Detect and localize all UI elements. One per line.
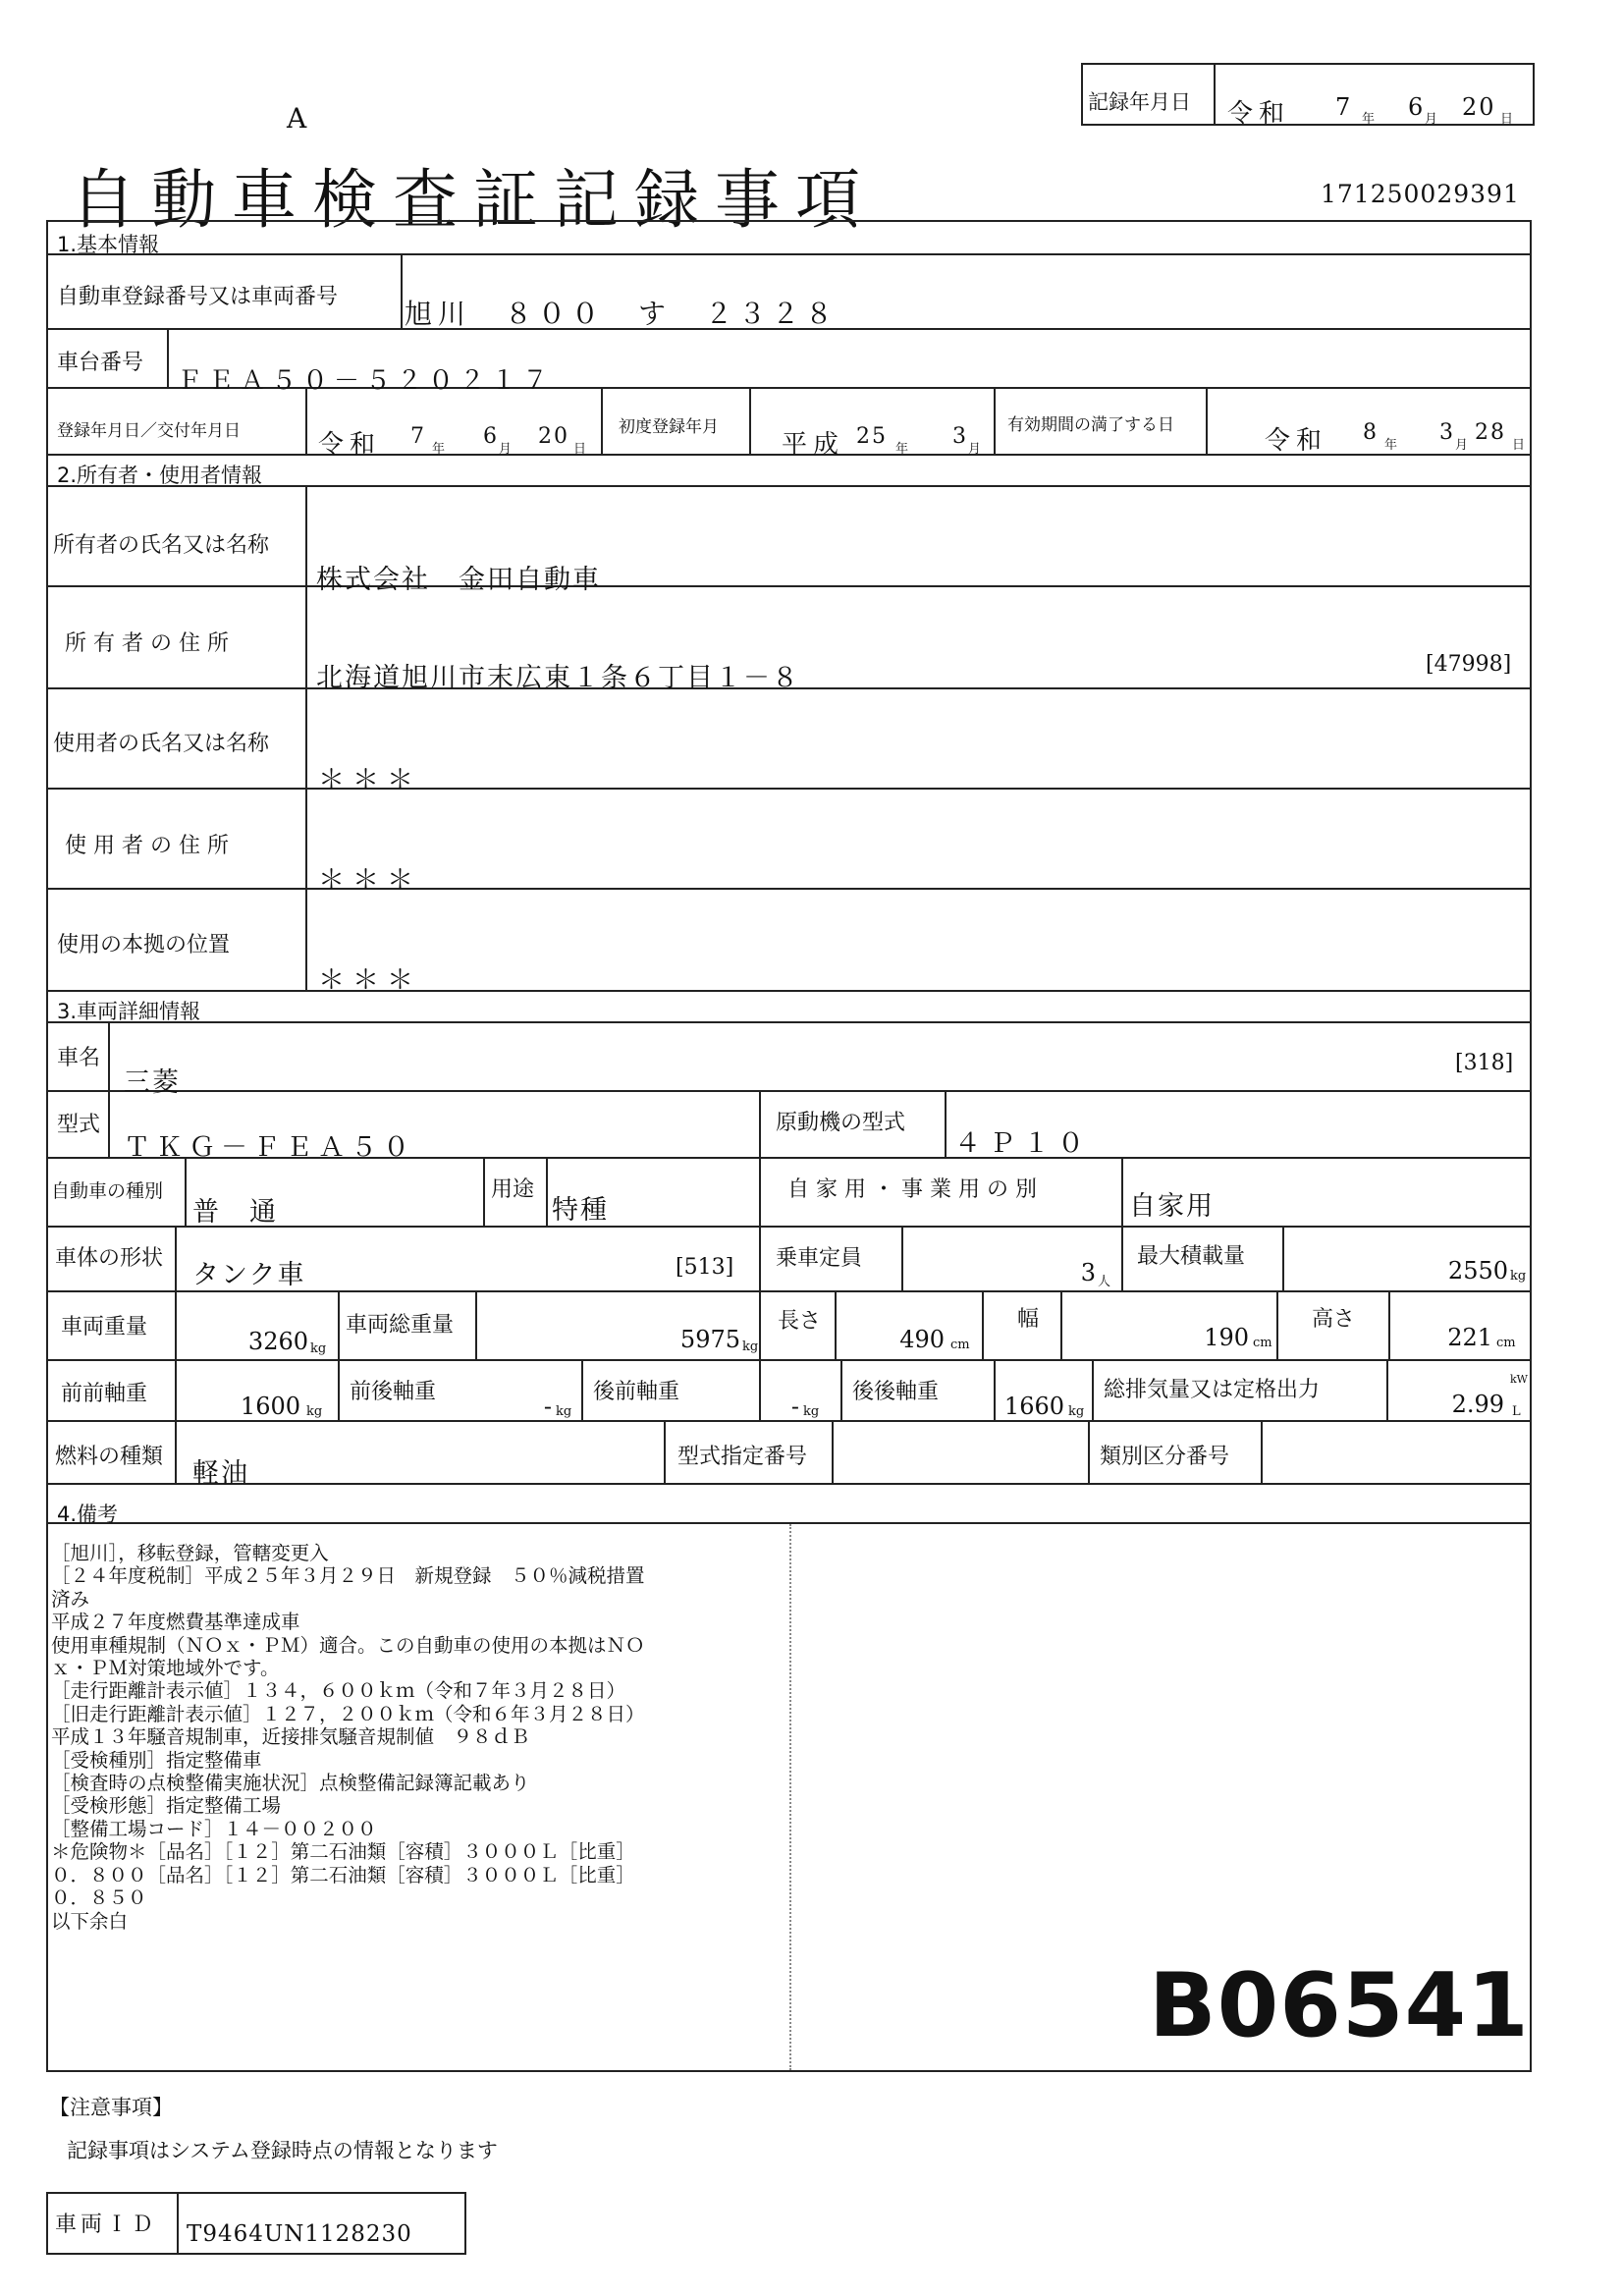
first-reg-month: 3	[952, 424, 968, 449]
user-name-label: 使用者の氏名又は名称	[53, 732, 270, 756]
kind-label: 自動車の種別	[51, 1180, 164, 1202]
expiry-label: 有効期間の満了する日	[1007, 415, 1174, 435]
vehicle-id-value: T9464UN1128230	[187, 2221, 412, 2247]
remarks-line: ０．８００［品名］［１２］第二石油類［容積］３０００Ｌ［比重］	[51, 1863, 635, 1886]
kw-unit: kW	[1510, 1373, 1528, 1386]
first-reg-era: 平成	[782, 430, 845, 460]
remarks-line: ［２４年度税制］平成２５年３月２９日 新規登録 ５０％減税措置	[51, 1564, 645, 1588]
stamp-code: B06541	[1149, 1954, 1530, 2057]
caution-label: 【注意事項】	[49, 2096, 173, 2119]
expiry-day: 28	[1475, 420, 1506, 445]
reg-no-label: 自動車登録番号又は車両番号	[57, 285, 339, 309]
engine-value: ４Ｐ１０	[954, 1128, 1092, 1159]
displacement-label: 総排気量又は定格出力	[1104, 1378, 1321, 1402]
displacement-value: 2.99	[1451, 1391, 1504, 1418]
remarks-line: ［旭川］，移転登録，管轄変更入	[51, 1542, 329, 1564]
gross-value: 5975	[679, 1326, 740, 1353]
category-label: 類別区分番号	[1100, 1445, 1230, 1469]
width-label: 幅	[1017, 1307, 1040, 1332]
capacity-label: 乗車定員	[776, 1246, 863, 1271]
remarks-line: ０．８５０	[51, 1886, 147, 1910]
first-reg-year: 25	[856, 424, 888, 449]
kind-value: 普 通	[192, 1197, 278, 1228]
remarks-line: ［旧走行距離計表示値］１２７，２００ｋｍ（令和６年３月２８日）	[51, 1702, 645, 1725]
record-date-month: 6	[1408, 93, 1426, 121]
reg-date-year: 7	[410, 424, 426, 449]
liter-unit: L	[1512, 1404, 1521, 1419]
remarks-line: ＊危険物＊［品名］［１２］第二石油類［容積］３０００Ｌ［比重］	[51, 1840, 635, 1864]
section-basic: 1.基本情報	[57, 233, 160, 256]
owner-name-value: 株式会社 金田自動車	[316, 565, 601, 595]
base-value: ＊＊＊	[318, 965, 421, 996]
remarks-line: 平成１３年騒音規制車，近接排気騒音規制値 ９８ｄＢ	[51, 1725, 530, 1749]
type-designation-label: 型式指定番号	[677, 1445, 808, 1469]
owner-addr-label: 所 有 者 の 住 所	[65, 631, 229, 656]
remarks-divider	[789, 1524, 791, 2070]
height-label: 高さ	[1312, 1307, 1356, 1332]
remarks-line: 平成２７年度燃費基準達成車	[51, 1611, 300, 1634]
use-label: 用途	[491, 1177, 535, 1202]
height-value: 221	[1447, 1324, 1492, 1351]
gross-label: 車両総重量	[346, 1313, 455, 1338]
remarks-line: ［整備工場コード］１４－００２００	[51, 1817, 377, 1840]
expiry-month: 3	[1439, 420, 1455, 445]
section-remarks: 4.備考	[57, 1503, 119, 1526]
length-value: 490	[899, 1326, 945, 1353]
max-load-label: 最大積載量	[1137, 1244, 1246, 1269]
header-mark: A	[287, 102, 307, 135]
user-addr-value: ＊＊＊	[318, 865, 421, 896]
private-label: 自 家 用 ・ 事 業 用 の 別	[787, 1177, 1037, 1202]
reg-date-label: 登録年月日／交付年月日	[57, 421, 241, 441]
weight-value: 3260	[247, 1328, 308, 1355]
remarks-line: ［走行距離計表示値］１３４，６００ｋｍ（令和７年３月２８日）	[51, 1679, 626, 1703]
rf-axle-label: 後前軸重	[593, 1380, 680, 1404]
owner-addr-code: [47998]	[1426, 652, 1512, 677]
base-label: 使用の本拠の位置	[57, 933, 231, 957]
user-addr-label: 使 用 者 の 住 所	[65, 834, 229, 858]
remarks-line: ［受検種別］指定整備車	[51, 1748, 262, 1772]
length-label: 長さ	[778, 1309, 822, 1334]
rr-axle-label: 後後軸重	[852, 1380, 940, 1404]
vehicle-name-label: 車名	[57, 1046, 101, 1070]
use-value: 特種	[552, 1195, 609, 1226]
record-date-label: 記録年月日	[1088, 90, 1191, 114]
reg-date-era: 令和	[318, 430, 382, 460]
model-value: ＴＫＧ－ＦＥＡ５０	[124, 1132, 415, 1163]
fuel-value: 軽油	[192, 1458, 249, 1489]
engine-label: 原動機の型式	[776, 1111, 906, 1135]
reg-date-day: 20	[538, 424, 569, 449]
expiry-year: 8	[1363, 420, 1379, 445]
vehicle-name-code: [318]	[1455, 1051, 1514, 1075]
ff-axle-label: 前前軸重	[61, 1382, 148, 1406]
chassis-value: ＦＥＡ５０－５２０２１７	[177, 366, 555, 396]
vehicle-name-value: 三菱	[124, 1067, 181, 1098]
private-value: 自家用	[1129, 1191, 1215, 1222]
section-owner: 2.所有者・使用者情報	[57, 464, 263, 487]
reg-date-month: 6	[483, 424, 499, 449]
fr-axle-value: -	[543, 1393, 552, 1420]
record-date-year: 7	[1335, 93, 1353, 121]
first-reg-label: 初度登録年月	[619, 417, 719, 437]
reg-no-value: 旭川 ８００ す ２３２８	[405, 298, 839, 330]
owner-name-label: 所有者の氏名又は名称	[53, 533, 270, 558]
doc-number: 171250029391	[1321, 180, 1520, 208]
fr-axle-label: 前後軸重	[350, 1380, 437, 1404]
shape-value: タンク車	[192, 1260, 306, 1290]
record-date-day: 20	[1462, 93, 1496, 121]
shape-label: 車体の形状	[55, 1246, 164, 1271]
remarks-line: ［受検形態］指定整備工場	[51, 1794, 282, 1818]
width-value: 190	[1204, 1324, 1249, 1351]
rr-axle-value: 1660	[1003, 1393, 1064, 1420]
remarks-line: 使用車種規制（ＮＯｘ・ＰＭ）適合。この自動車の使用の本拠はＮＯ	[51, 1633, 645, 1657]
remarks-text	[51, 1542, 778, 1933]
user-name-value: ＊＊＊	[318, 765, 421, 795]
rf-axle-value: -	[790, 1393, 799, 1420]
shape-code: [513]	[676, 1255, 734, 1280]
model-label: 型式	[57, 1113, 101, 1137]
weight-label: 車両重量	[61, 1315, 148, 1339]
caution-text: 記録事項はシステム登録時点の情報となります	[67, 2139, 498, 2162]
page-title: 自動車検査証記録事項	[71, 162, 876, 238]
remarks-line: 済み	[51, 1587, 90, 1611]
remarks-line: ［検査時の点検整備実施状況］点検整備記録簿記載あり	[51, 1772, 530, 1795]
max-load-value: 2550	[1447, 1257, 1508, 1285]
vehicle-id-label: 車両ＩＤ	[55, 2213, 158, 2237]
section-vehicle: 3.車両詳細情報	[57, 1000, 201, 1023]
remarks-line: 以下余白	[51, 1909, 129, 1933]
chassis-label: 車台番号	[57, 351, 144, 375]
record-date-era: 令和	[1227, 99, 1291, 129]
ff-axle-value: 1600	[240, 1393, 300, 1420]
owner-addr-value: 北海道旭川市末広東１条６丁目１－８	[316, 663, 800, 693]
capacity-value: 3	[1080, 1259, 1096, 1286]
expiry-era: 令和	[1265, 426, 1328, 456]
fuel-label: 燃料の種類	[55, 1445, 164, 1469]
remarks-line: ｘ・ＰＭ対策地域外です。	[51, 1657, 280, 1680]
